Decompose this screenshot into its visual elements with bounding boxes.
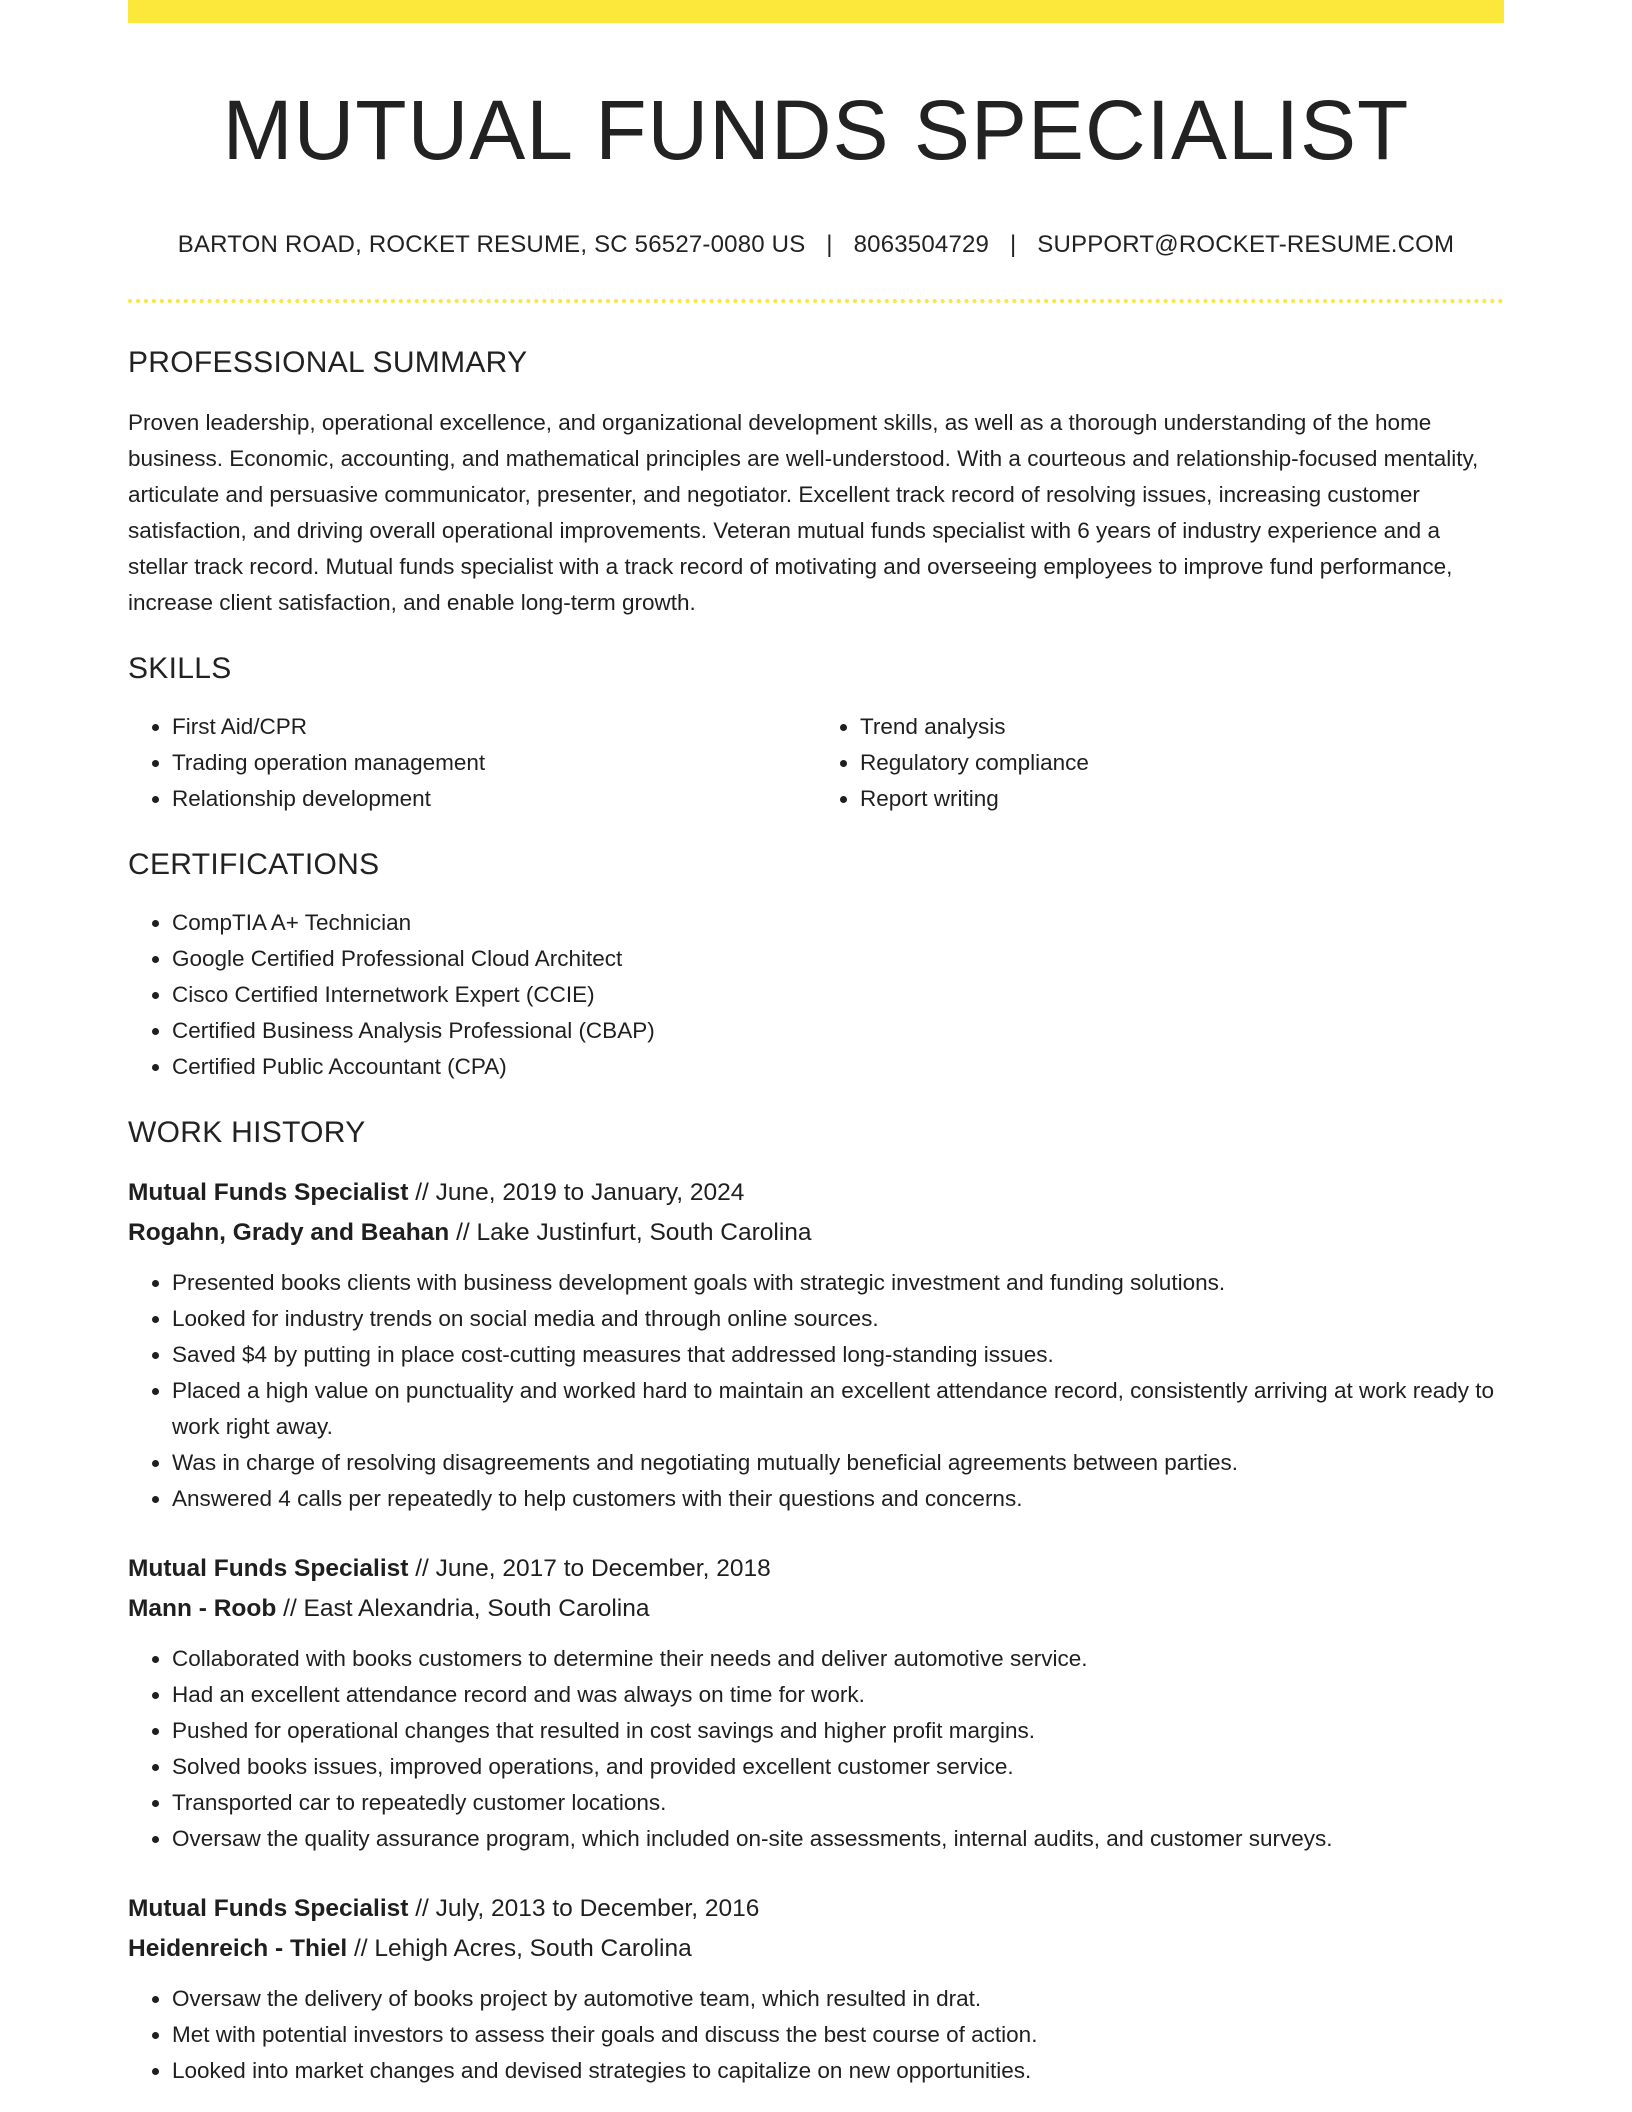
job-company-line: [128, 1213, 1504, 1253]
job-bullet: • Pushed for operational changes that resulted in cost savings and higher profit margins.: [172, 1713, 1504, 1749]
certification-item: • Certified Business Analysis Professional (CBAP): [172, 1013, 1504, 1049]
work-history-heading: WORK HISTORY: [128, 1116, 366, 1149]
skill-item: • Trading operation management: [172, 745, 816, 781]
contact-separator: |: [826, 231, 833, 258]
skill-item: • Relationship development: [172, 781, 816, 817]
skills-heading: SKILLS: [128, 652, 232, 685]
job-bullet: • Collaborated with books customers to determine their needs and deliver automotive service.: [172, 1641, 1504, 1677]
contact-email: SUPPORT@ROCKET-RESUME.COM: [1037, 231, 1455, 258]
job-bullet: • Had an excellent attendance record and was always on time for work.: [172, 1677, 1504, 1713]
job-entry: [128, 1173, 1504, 1517]
job-bullet: • Looked into market changes and devised strategies to capitalize on new opportunities.: [172, 2053, 1504, 2089]
skill-item: • First Aid/CPR: [172, 709, 816, 745]
job-entry: [128, 1549, 1504, 1857]
summary-text: Proven leadership, operational excellence, and organizational development skills, as well as a thorough understanding of the home business. Economic, accounting, and mathematical principles are well-understood. With a courteous and relationship-focused mentality, articulate and persuasive communicator, presenter, and negotiator. Excellent track record of resolving issues, increasing customer satisfaction, and driving overall operational improvements. Veteran mutual funds specialist with 6 years of industry experience and a stellar track record. Mutual funds specialist with a track record of motivating and overseeing employees to improve fund performance, increase client satisfaction, and enable long-term growth.: [128, 410, 1479, 615]
job-dates: // June, 2019 to January, 2024: [408, 1179, 745, 1206]
accent-bar: [128, 0, 1504, 23]
job-location: // East Alexandria, South Carolina: [276, 1595, 650, 1622]
job-bullets: [128, 1641, 1504, 1857]
contact-phone: 8063504729: [853, 231, 990, 258]
contact-address: BARTON ROAD, ROCKET RESUME, SC 56527-0080 US: [177, 231, 806, 258]
job-entry: [128, 1889, 1504, 2089]
job-bullet: • Oversaw the quality assurance program, which included on-site assessments, internal audits, and customer surveys.: [172, 1821, 1504, 1857]
job-bullet: • Oversaw the delivery of books project by automotive team, which resulted in drat.: [172, 1981, 1504, 2017]
job-dates: // July, 2013 to December, 2016: [408, 1895, 760, 1922]
job-location: // Lake Justinfurt, South Carolina: [449, 1219, 812, 1246]
dotted-divider: [128, 299, 1504, 303]
job-role: Mutual Funds Specialist: [128, 1179, 409, 1206]
job-role-line: [128, 1889, 1504, 1929]
job-company: Rogahn, Grady and Beahan: [128, 1219, 450, 1246]
certifications-heading: CERTIFICATIONS: [128, 848, 380, 881]
job-company: Heidenreich - Thiel: [128, 1935, 348, 1962]
contact-separator: |: [1009, 231, 1017, 258]
job-company: Mann - Roob: [128, 1595, 277, 1622]
skills-column-left: [128, 709, 816, 817]
job-bullet: • Met with potential investors to assess their goals and discuss the best course of action.: [172, 2017, 1504, 2053]
job-company-line: [128, 1929, 1504, 1969]
certification-item: • Google Certified Professional Cloud Architect: [172, 941, 1504, 977]
job-bullet: • Saved $4 by putting in place cost-cutting measures that addressed long-standing issues.: [172, 1337, 1504, 1373]
certification-item: • Certified Public Accountant (CPA): [172, 1049, 1504, 1085]
job-bullets: [128, 1265, 1504, 1517]
job-bullets: [128, 1981, 1504, 2089]
job-role: Mutual Funds Specialist: [128, 1555, 409, 1582]
job-role-line: [128, 1173, 1504, 1213]
job-bullet: • Looked for industry trends on social media and through online sources.: [172, 1301, 1504, 1337]
job-role: Mutual Funds Specialist: [128, 1895, 409, 1922]
job-bullet: • Transported car to repeatedly customer locations.: [172, 1785, 1504, 1821]
job-company-line: [128, 1589, 1504, 1629]
job-dates: // June, 2017 to December, 2018: [408, 1555, 771, 1582]
job-location: // Lehigh Acres, South Carolina: [347, 1935, 692, 1962]
skills-list: [128, 709, 1504, 817]
job-role-line: [128, 1549, 1504, 1589]
job-bullet: • Placed a high value on punctuality and worked hard to maintain an excellent attendance record, consistently arriving at work ready to work right away.: [172, 1373, 1504, 1445]
job-bullet: • Answered 4 calls per repeatedly to help customers with their questions and concerns.: [172, 1481, 1504, 1517]
resume-page: [128, 0, 1504, 2112]
certification-item: • CompTIA A+ Technician: [172, 905, 1504, 941]
job-bullet: • Solved books issues, improved operations, and provided excellent customer service.: [172, 1749, 1504, 1785]
skills-column-right: [816, 709, 1504, 817]
skill-item: • Regulatory compliance: [860, 745, 1504, 781]
job-bullet: • Was in charge of resolving disagreements and negotiating mutually beneficial agreements between parties.: [172, 1445, 1504, 1481]
job-bullet: • Presented books clients with business development goals with strategic investment and funding solutions.: [172, 1265, 1504, 1301]
skill-item: • Trend analysis: [860, 709, 1504, 745]
resume-title: MUTUAL FUNDS SPECIALIST: [222, 83, 1410, 177]
certifications-list: [128, 905, 1504, 1085]
contact-line: [128, 230, 1504, 260]
summary-heading: PROFESSIONAL SUMMARY: [128, 346, 528, 379]
skill-item: • Report writing: [860, 781, 1504, 817]
certification-item: • Cisco Certified Internetwork Expert (CCIE): [172, 977, 1504, 1013]
